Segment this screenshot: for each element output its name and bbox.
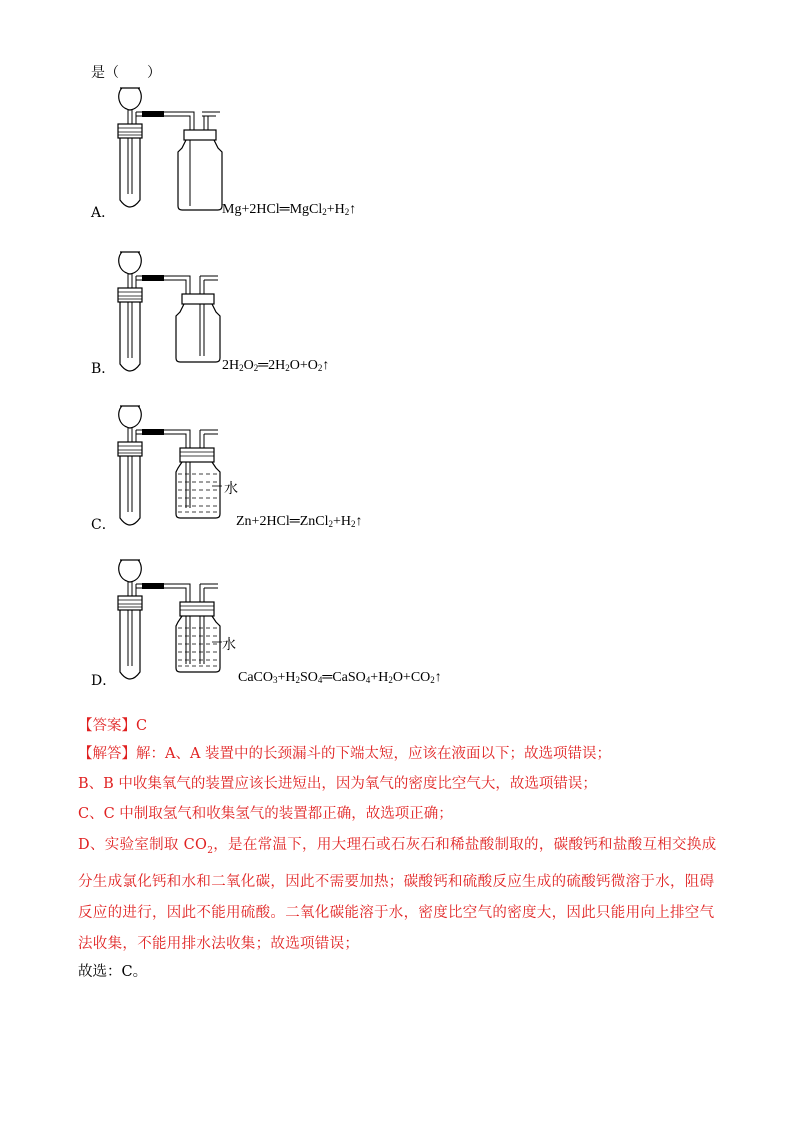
option-d-letter: D．	[91, 673, 117, 689]
explanation-line-c: C、C 中制取氢气和收集氢气的装置都正确，故选项正确；	[78, 806, 453, 822]
option-c-water-label: 水	[224, 481, 238, 497]
option-a-letter: A．	[91, 205, 116, 221]
explanation-line-a: 【解答】解：A、A 装置中的长颈漏斗的下端太短，应该在液面以下；故选项错误；	[78, 746, 612, 762]
apparatus-a	[108, 82, 238, 218]
answer-label: 【答案】C	[78, 718, 148, 734]
option-c-equation: $Zn+2HCl═ZnCl_2+H_2↑$	[236, 514, 363, 529]
apparatus-c	[108, 400, 238, 536]
apparatus-d	[108, 554, 238, 690]
explanation-paragraph-d: D、实验室制取 $CO_2$，是在常温下，用大理石或石灰石和稀盐酸制取的，碳酸钙和盐酸互相交换成分生成氯化钙和水和二氧化碳，因此不需要加热；碳酸钙和硫酸反应生成的硫酸钙微溶于水，阻碍反应的进行，因此不能用硫酸。二氧化碳能溶于水，密度比空气的密度大，因此只能用向上排空气法收集，不能用排水法收集；故选项错误；	[78, 837, 717, 952]
explanation-line-b: B、B 中收集氧气的装置应该长进短出，因为氧气的密度比空气大，故选项错误；	[78, 776, 597, 792]
option-d-water-label: 水	[222, 637, 236, 653]
conclusion: 故选：C。	[78, 964, 148, 980]
option-b-letter: B．	[91, 361, 116, 377]
option-b-equation: $2H_2O_2═2H_2O+O_2↑$	[222, 358, 330, 373]
option-c-letter: C．	[91, 517, 116, 533]
question-stem: 是（ ）	[91, 65, 161, 81]
apparatus-b	[108, 246, 238, 382]
option-a-equation: $Mg+2HCl═MgCl_2+H_2↑$	[222, 202, 357, 217]
option-d-equation: $CaCO_3+H_2SO_4═CaSO_4+H_2O+CO_2↑$	[238, 670, 442, 685]
